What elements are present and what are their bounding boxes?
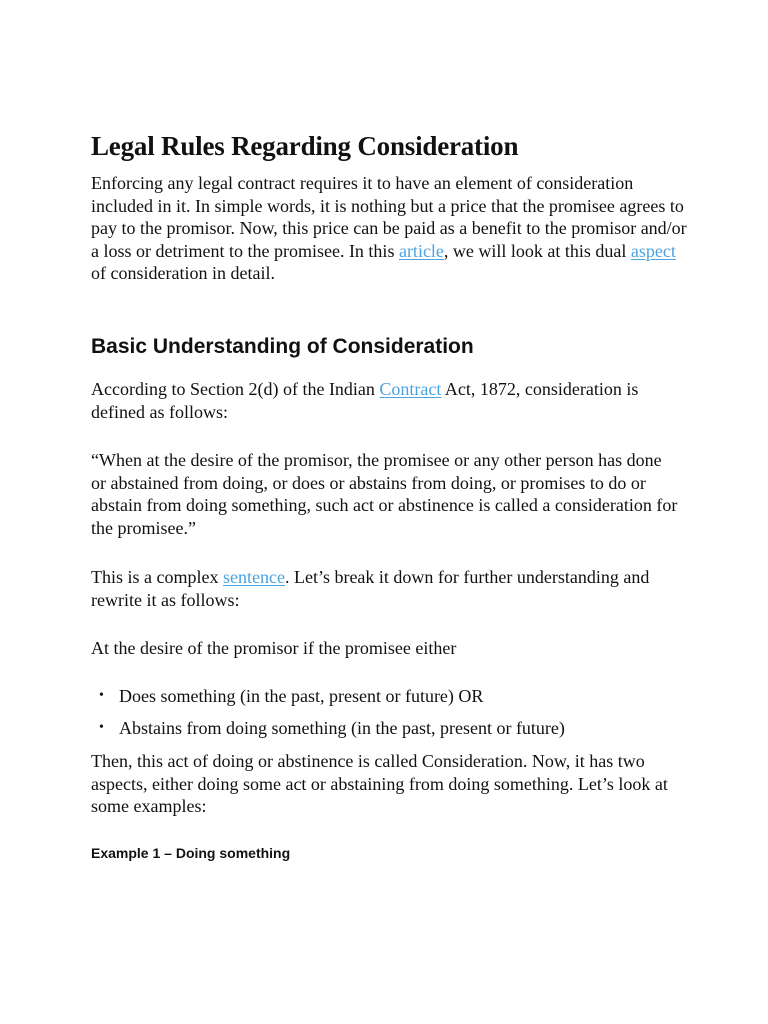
section-paragraph (91, 378, 691, 423)
example-heading: Example 1 – Doing something (91, 845, 291, 861)
page-title: Legal Rules Regarding Consideration (91, 131, 519, 161)
complex-text-2: . Let’s break it down for further understanding and rewrite it as follows: (91, 567, 650, 610)
then-paragraph: Then, this act of doing or abstinence is called Consideration. Now, it has two aspects, either doing some act or abstaining from doing something. Let’s look at some examples: (91, 751, 668, 816)
complex-paragraph (91, 566, 691, 611)
desire-paragraph: At the desire of the promisor if the promisee either (91, 638, 457, 658)
intro-text-1: Enforcing any legal contract requires it to have an element of consideration included in it. In simple words, it is nothing but a price that the promisee agrees to pay to the promisor. Now, this price can be paid as a benefit to the promisor and/or a loss or detriment to the promisee. In this (91, 173, 687, 261)
intro-paragraph (91, 172, 691, 285)
section-text-1: According to Section 2(d) of the Indian (91, 379, 380, 399)
sentence-link[interactable]: sentence (222, 567, 285, 587)
intro-text-2: , we will look at this dual (443, 240, 631, 261)
section-heading: Basic Understanding of Consideration (91, 335, 474, 358)
intro-text-3: of consideration in detail. (91, 263, 275, 283)
list-item-text: Abstains from doing something (in the past, present or future) (119, 717, 565, 738)
contract-link[interactable]: Contract (379, 379, 442, 399)
definition-quote: “When at the desire of the promisor, the promisee or any other person has done or abstained from doing, or does or abstains from doing, or promises to do or abstain from doing something, such act or abstinence is called a consideration for the promisee.” (91, 450, 678, 538)
list-item (91, 685, 565, 708)
conditions-list (91, 685, 565, 748)
list-item (91, 717, 565, 740)
list-item-text: Does something (in the past, present or future) OR (119, 686, 484, 706)
section-text-2: Act, 1872, consideration is defined as follows: (91, 379, 639, 422)
complex-text-1: This is a complex (91, 567, 223, 587)
article-link[interactable]: article (398, 240, 444, 261)
bullet-icon: • (99, 719, 104, 735)
aspect-link[interactable]: aspect (630, 240, 676, 261)
bullet-icon: • (99, 688, 104, 703)
